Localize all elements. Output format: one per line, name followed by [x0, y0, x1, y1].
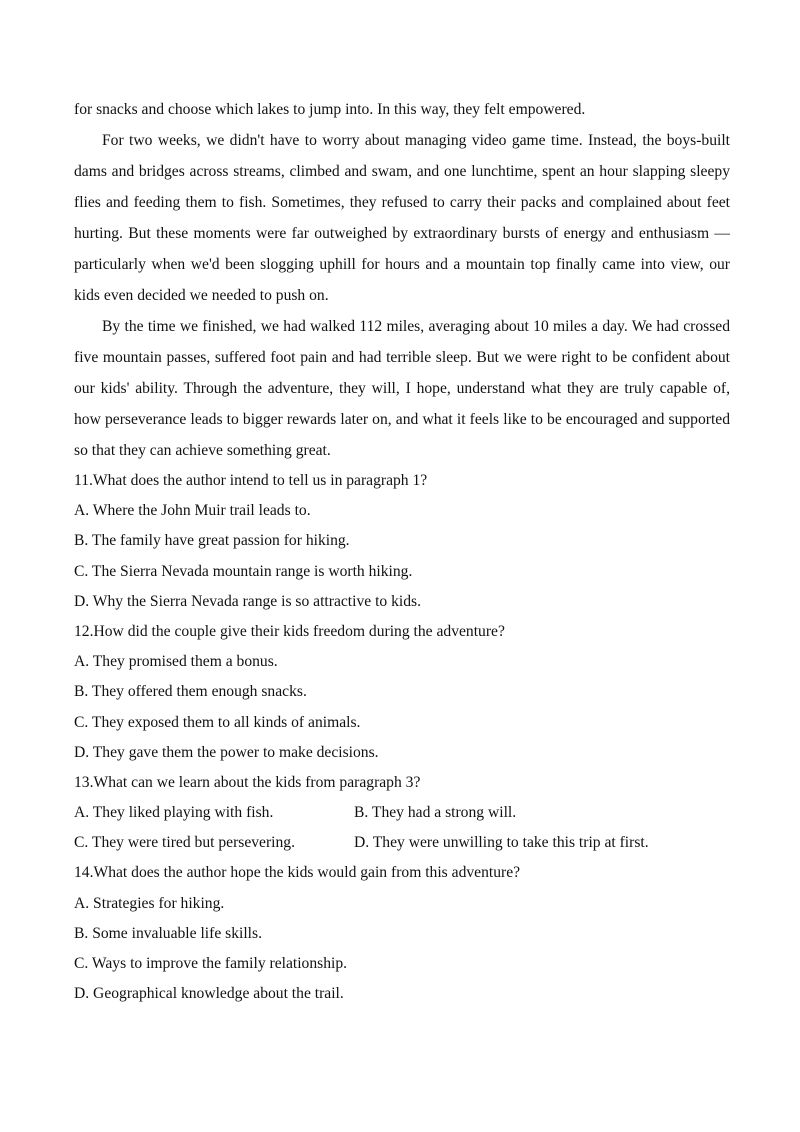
paragraph-line: how perseverance leads to bigger rewards later on, and what it feels like to be encouraged and supported: [74, 411, 730, 428]
question-stem: 14.What does the author hope the kids would gain from this adventure?: [74, 864, 521, 882]
option-d: D. Why the Sierra Nevada range is so attractive to kids.: [74, 592, 421, 610]
option-row-ab: [74, 798, 730, 828]
question-14: [74, 858, 730, 1009]
question-11: [74, 466, 730, 617]
option-c: C. They were tired but persevering.: [74, 834, 295, 852]
paragraph-line: our kids' ability. Through the adventure, they will, I hope, understand what they are truly capable of,: [74, 380, 730, 397]
question-stem: 12.How did the couple give their kids freedom during the adventure?: [74, 622, 505, 640]
paragraph-line: dams and bridges across streams, climbed and swam, and one lunchtime, spent an hour slapping sleepy: [74, 163, 730, 180]
option-a: A. Strategies for hiking.: [74, 894, 225, 912]
paragraph-line: so that they can achieve something great.: [74, 442, 331, 459]
document-page: [74, 94, 730, 1009]
option-c: C. They exposed them to all kinds of animals.: [74, 713, 361, 731]
option-b: B. Some invaluable life skills.: [74, 924, 262, 942]
paragraph-line: For two weeks, we didn't have to worry about managing video game time. Instead, the boys-built: [102, 132, 730, 149]
option-c: C. The Sierra Nevada mountain range is worth hiking.: [74, 562, 413, 580]
paragraph-line: By the time we finished, we had walked 112 miles, averaging about 10 miles a day. We had crossed: [102, 318, 730, 335]
option-a: A. Where the John Muir trail leads to.: [74, 502, 311, 520]
question-stem: 11.What does the author intend to tell us in paragraph 1?: [74, 472, 428, 489]
option-d: D. They gave them the power to make decisions.: [74, 743, 379, 761]
question-12: [74, 617, 730, 768]
option-a: A. They promised them a bonus.: [74, 653, 278, 671]
paragraph-line: five mountain passes, suffered foot pain and had terrible sleep. But we were right to be confident about: [74, 349, 730, 366]
option-a: A. They liked playing with fish.: [74, 804, 274, 822]
option-b: B. The family have great passion for hiking.: [74, 532, 350, 550]
paragraph-line: kids even decided we needed to push on.: [74, 287, 329, 304]
paragraph-4: [74, 311, 730, 466]
question-stem: 13.What can we learn about the kids from paragraph 3?: [74, 773, 421, 791]
paragraph-line: flies and feeding them to fish. Sometimes, they refused to carry their packs and complained about feet: [74, 194, 730, 211]
paragraph-continuation: for snacks and choose which lakes to jump into. In this way, they felt empowered.: [74, 101, 586, 118]
paragraph-line: hurting. But these moments were far outweighed by extraordinary bursts of energy and enthusiasm —: [74, 225, 730, 242]
paragraph-3: [74, 125, 730, 311]
option-c: C. Ways to improve the family relationship.: [74, 955, 348, 972]
option-b: B. They had a strong will.: [354, 804, 517, 822]
option-d: D. Geographical knowledge about the trail.: [74, 985, 344, 1003]
option-row-cd: [74, 828, 730, 858]
option-d: D. They were unwilling to take this trip at first.: [354, 834, 649, 852]
option-b: B. They offered them enough snacks.: [74, 683, 307, 701]
paragraph-line: particularly when we'd been slogging uphill for hours and a mountain top finally came into view, our: [74, 256, 730, 273]
question-13: [74, 768, 730, 859]
